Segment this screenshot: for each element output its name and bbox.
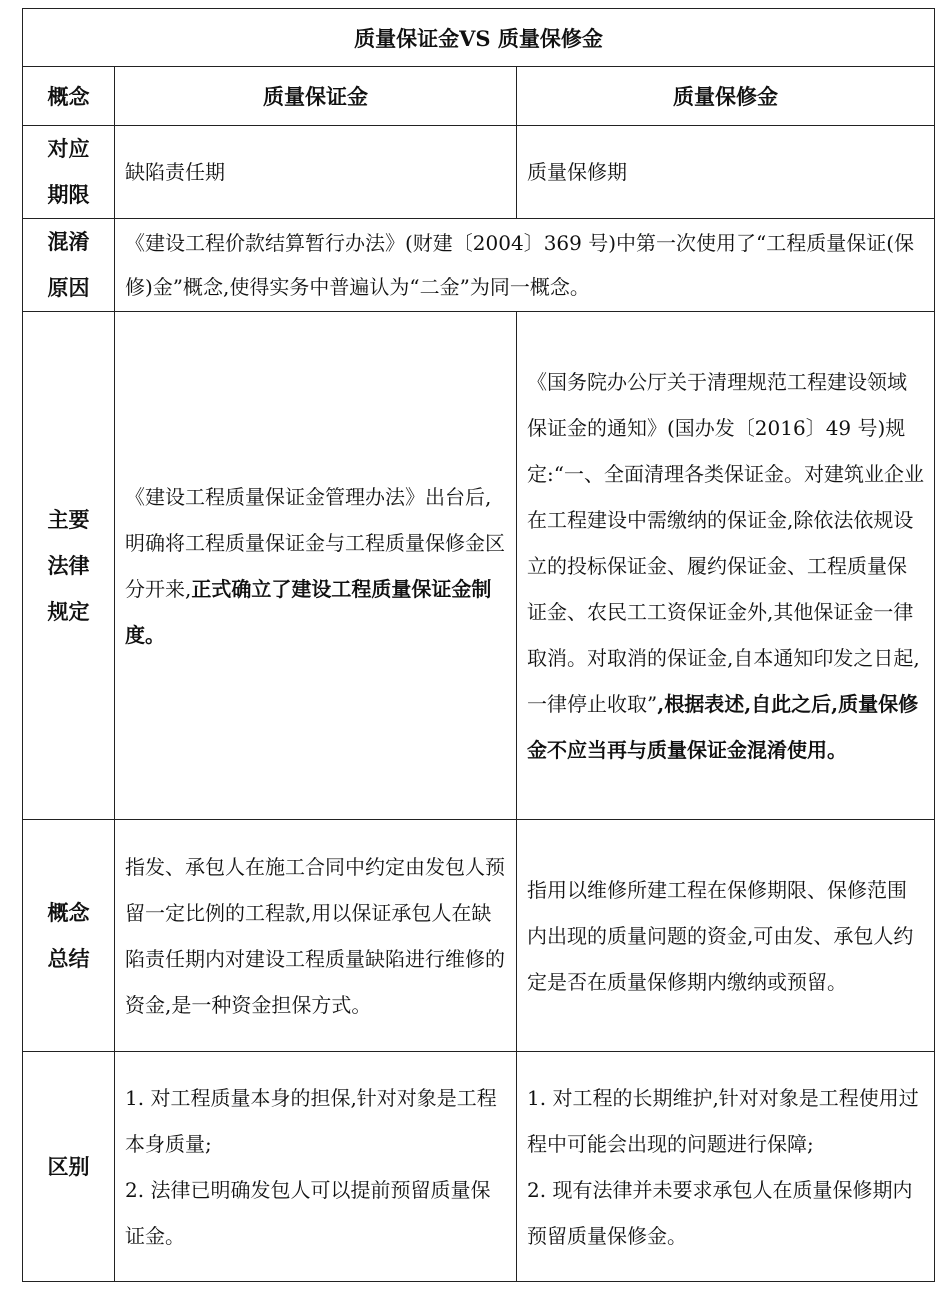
difference-col2 — [517, 1052, 935, 1282]
difference-col1-item1: 1. 对工程质量本身的担保,针对对象是工程本身质量; — [125, 1085, 497, 1156]
header-col2: 质量保修金 — [517, 67, 935, 126]
label-law-line2: 法律 — [47, 552, 90, 578]
title-row — [23, 9, 935, 67]
law-col2 — [517, 312, 935, 820]
label-summary-line1: 概念 — [47, 899, 90, 925]
row-law — [23, 312, 935, 820]
label-law-line1: 主要 — [47, 506, 90, 532]
period-col2: 质量保修期 — [517, 126, 935, 219]
difference-col2-item2: 2. 现有法律并未要求承包人在质量保修期内预留质量保修金。 — [527, 1177, 913, 1248]
header-concept: 概念 — [23, 67, 115, 126]
header-col1: 质量保证金 — [115, 67, 517, 126]
label-law-line3: 规定 — [47, 598, 90, 624]
law-col1-bold: 正式确立了建设工程质量保证金制度。 — [125, 576, 492, 647]
law-col2-plain: 《国务院办公厅关于清理规范工程建设领域保证金的通知》(国办发〔2016〕49 号)规定:“一、全面清理各类保证金。对建筑业企业在工程建设中需缴纳的保证金,除依法依规设立的投标保证金、履约保证金、工程质量保证金、农民工工资保证金外,其他保证金一律取消。对取消的保证金,自本通知印发之日起,一律停止收取” — [527, 369, 924, 716]
law-col1 — [115, 312, 517, 820]
label-difference: 区别 — [23, 1052, 115, 1282]
label-confusion-line1: 混淆 — [47, 229, 90, 254]
label-summary-line2: 总结 — [47, 945, 90, 971]
summary-col2: 指用以维修所建工程在保修期限、保修范围内出现的质量问题的资金,可由发、承包人约定是否在质量保修期内缴纳或预留。 — [517, 820, 935, 1052]
label-period-line2: 期限 — [47, 182, 90, 207]
label-confusion-line2: 原因 — [47, 275, 90, 300]
law-col1-plain: 《建设工程质量保证金管理办法》出台后,明确将工程质量保证金与工程质量保修金区分开来, — [125, 484, 505, 601]
difference-col2-item1: 1. 对工程的长期维护,针对对象是工程使用过程中可能会出现的问题进行保障; — [527, 1085, 919, 1156]
comparison-table — [22, 8, 935, 1282]
header-row — [23, 67, 935, 126]
label-confusion — [23, 219, 115, 312]
row-confusion — [23, 219, 935, 312]
label-law — [23, 312, 115, 820]
table-title: 质量保证金VS 质量保修金 — [23, 9, 935, 67]
period-col1: 缺陷责任期 — [115, 126, 517, 219]
label-summary — [23, 820, 115, 1052]
summary-col1: 指发、承包人在施工合同中约定由发包人预留一定比例的工程款,用以保证承包人在缺陷责任期内对建设工程质量缺陷进行维修的资金,是一种资金担保方式。 — [115, 820, 517, 1052]
difference-col1 — [115, 1052, 517, 1282]
label-period — [23, 126, 115, 219]
row-summary — [23, 820, 935, 1052]
row-period — [23, 126, 935, 219]
confusion-text: 《建设工程价款结算暂行办法》(财建〔2004〕369 号)中第一次使用了“工程质量保证(保修)金”概念,使得实务中普遍认为“二金”为同一概念。 — [115, 219, 935, 312]
difference-col1-item2: 2. 法律已明确发包人可以提前预留质量保证金。 — [125, 1177, 491, 1248]
label-period-line1: 对应 — [47, 136, 90, 161]
law-col2-bold: ,根据表述,自此之后,质量保修金不应当再与质量保证金混淆使用。 — [527, 691, 919, 762]
row-difference — [23, 1052, 935, 1282]
